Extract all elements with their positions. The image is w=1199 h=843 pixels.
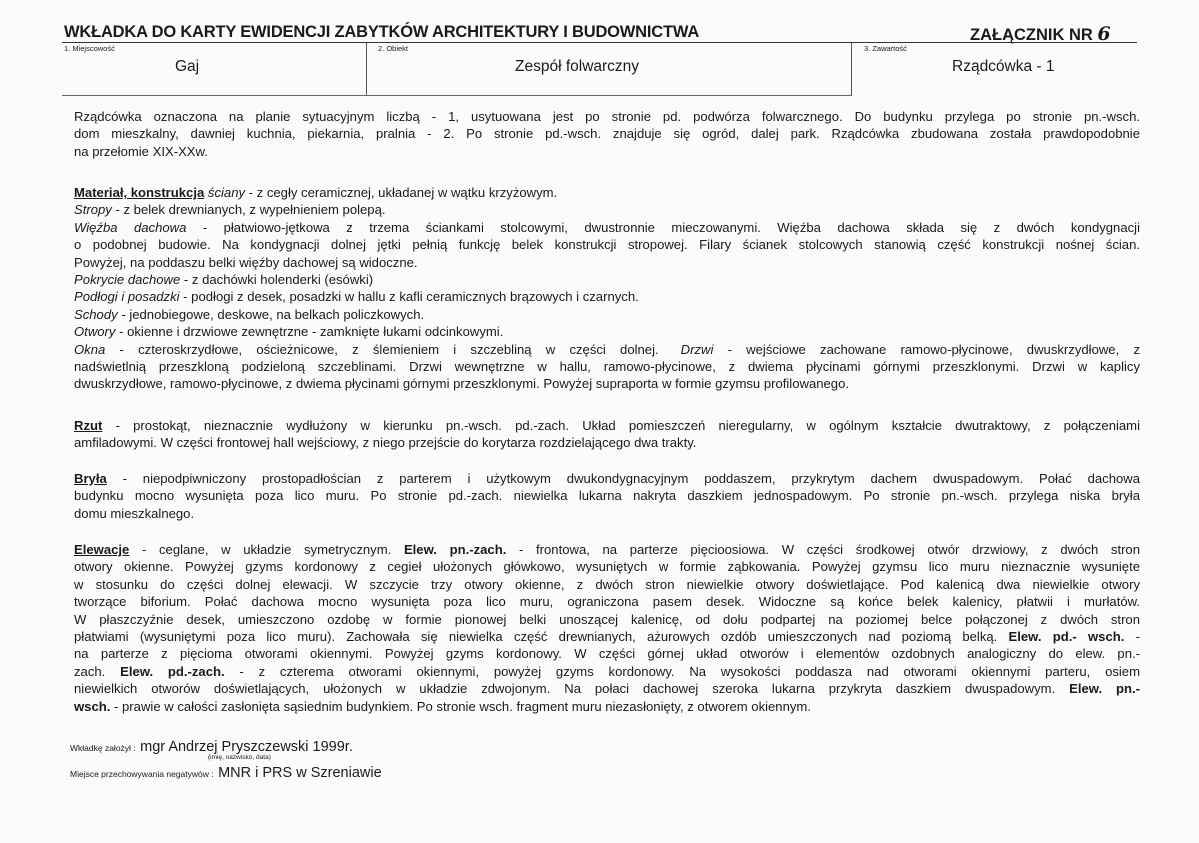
text-line: na przełomie XIX-XXw. <box>74 143 208 159</box>
term-text: - wejściowe zachowane ramowo-płycinowe, dwuskrzydłowe, z <box>713 341 1140 357</box>
text-run: - ceglane, w układzie symetrycznym. <box>129 542 404 557</box>
text-line: dwuskrzydłowe, ramowo-płycinowe, z dwiema płycinami górnymi przeszklonymi. Powyżej supraporta w formie gzymsu profilowanego. <box>74 376 849 392</box>
term-text: - czteroskrzydłowe, ościeżnicowe, z ślemieniem i szczebliną w części dolnej. <box>105 341 659 357</box>
bryla-section <box>74 470 1140 522</box>
text-line <box>74 201 1140 218</box>
heading-text: - niepodpiwniczony prostopadłościan z parterem i użytkowym dwukondygnacyjnym poddaszem, przykrytym dachem dwuspadowym. Połać dachowa <box>106 471 1140 486</box>
heading-text: - prostokąt, nieznacznie wydłużony w kierunku pn.-wsch. pd.-zach. Układ pomieszczeń nieregularny, w ogólnym kształcie dwutraktowy, z połączeniami <box>102 418 1140 433</box>
field-divider <box>851 43 852 95</box>
text-line: dom mieszkalny, dawniej kuchnia, piekarnia, pralnia - 2. Po stronie pd.-wsch. znajduje się ogród, dalej park. Rządcówka zbudowana została prawdopodobnie <box>74 126 1140 142</box>
term: Pokrycie dachowe <box>74 272 181 288</box>
text-run: - <box>1124 629 1140 645</box>
term-text: - z belek drewnianych, z wypełnieniem polepą. <box>111 202 386 218</box>
storage-row <box>70 764 382 782</box>
text-line: tworzące biforium. Połać dachowa mocno wysunięta poza lico muru, ograniczona pasem desek. Widoczne są końce belek kalenicy, płatwii i murłatów. <box>74 594 1140 610</box>
text-run: - prawie w całości zasłonięta sąsiednim budynkiem. Po stronie wsch. fragment muru niezasłonięty, z otworem okiennym. <box>110 698 811 714</box>
storage-label: Miejsce przechowywania negatywów : <box>70 769 214 779</box>
text-line <box>74 417 1140 434</box>
elevation-label: Elew. pd.- wsch. <box>1008 629 1125 645</box>
author-hint: (imię, nazwisko, data) <box>208 754 271 761</box>
object-value: Zespół folwarczny <box>515 58 640 75</box>
term: Okna <box>74 341 106 357</box>
section-heading: Bryła <box>74 471 107 486</box>
intro-paragraph <box>74 108 1140 160</box>
place-value: Gaj <box>175 58 200 75</box>
elevation-label: wsch. <box>74 698 111 714</box>
elevation-label: Elew. pn.-zach. <box>403 542 507 557</box>
text-line <box>74 470 1140 487</box>
term: Podłogi i posadzki <box>74 289 180 305</box>
term-text: - płatwiowo-jętkowa z trzema ściankami stolcowymi, dwustronnie mieczowanymi. Więźba dachowa składa się z dwóch kondygnacji <box>186 219 1140 235</box>
text-line: domu mieszkalnego. <box>74 505 195 521</box>
text-line <box>74 184 1140 201</box>
storage-value: MNR i PRS w Szreniawie <box>218 765 382 781</box>
annex-number: 6 <box>1097 23 1111 45</box>
text-line: amfiladowymi. W części frontowej hall wejściowy, z niego przejście do korytarza rozdzielającego dwa trakty. <box>74 435 697 451</box>
text-line <box>74 541 1140 558</box>
text-line <box>74 323 1140 340</box>
term: Stropy <box>74 202 112 218</box>
elewacje-section <box>74 541 1140 715</box>
term: Otwory <box>74 324 116 340</box>
text-run: niewielkich otworów doświetlających, ułożonych w układzie zdwojonym. Na połaci dachowej szeroka lukarna przykryta daszkiem dwuspadowym. <box>74 681 1056 697</box>
text-line <box>74 698 1140 715</box>
content-label: 3. Zawartość <box>864 44 907 53</box>
term: Schody <box>74 306 118 322</box>
field-divider <box>366 43 367 95</box>
text-line: Powyżej, na poddaszu belki więźby dachowej są widoczne. <box>74 254 418 270</box>
text-line <box>74 628 1140 645</box>
text-run: zach. <box>74 663 121 679</box>
section-heading: Elewacje <box>74 542 130 557</box>
text-run: płatwiami (wysuniętymi poza lico muru). Zachowała się niewielka część drewnianych, ażurowych ozdób umieszczonych nad poziomą belką. <box>74 629 1009 645</box>
text-line <box>74 288 1140 305</box>
text-line <box>74 271 1140 288</box>
section-heading: Rzut <box>74 418 103 433</box>
text-line <box>74 306 1140 323</box>
term-text: - jednobiegowe, deskowe, na belkach policzkowych. <box>117 306 425 322</box>
term-text: - z dachówki holenderki (esówki) <box>180 272 374 288</box>
text-line: otwory okienne. Powyżej gzyms kordonowy z cegieł ułożonych główkowo, wysuniętych w formie ząbkowania. Powyżej gzymsu lico muru nieznacznie wysunięte <box>74 559 1140 575</box>
section-heading: Materiał, konstrukcja <box>74 185 205 200</box>
rzut-section <box>74 417 1140 452</box>
text-line <box>74 341 1140 358</box>
term: Drzwi <box>680 341 714 357</box>
text-line <box>74 680 1140 697</box>
text-line: W płaszczyźnie desek, umieszczono ozdobę w formie pionowej belki unoszącej kalenicę, od dołu podpartej na poziomej belce połączonej z dwóch stron <box>74 611 1140 627</box>
content-value: Rządcówka - 1 <box>952 58 1055 75</box>
text-run: - z czterema otworami okiennymi, powyżej gzyms kordonowy. Na wysokości poddasza nad otworami okiennymi parteru, osiem <box>224 663 1141 679</box>
text-line: Rządcówka oznaczona na planie sytuacyjnym liczbą - 1, usytuowana jest po stronie pd. podwórza folwarcznego. Do budynku przylega po stronie pn.-wsch. <box>74 109 1140 124</box>
fields-rule <box>62 95 852 96</box>
text-line: o podobnej budowie. Na kondygnacji dolnej jętki pełnią funkcję belek konstrukcji stropowej. Filary ścianek stolcowych stanowią część konstrukcji nośnej ścian. <box>74 237 1140 253</box>
text-line: budynku mocno wysunięta poza lico muru. Po stronie pd.-zach. niewielka lukarna nakryta daszkiem jednospadowym. Po stronie pn.-wsch. przylega niska bryła <box>74 488 1140 504</box>
term-text: - okienne i drzwiowe zewnętrzne - zamknięte łukami odcinkowymi. <box>115 324 504 340</box>
place-label: 1. Miejscowość <box>64 44 115 53</box>
term: Więźba dachowa <box>74 219 187 235</box>
text-run: - frontowa, na parterze pięcioosiowa. W części środkowej otwór drzwiowy, z dwóch stron <box>506 542 1141 557</box>
author-label: Wkładkę założył : <box>70 743 136 753</box>
text-line: nadświetlnią przeszkloną podzieloną szczeblinami. Drzwi wewnętrzne w hallu, ramowo-płycinowe, z dwiema płycinami górnymi przeszklonymi. Drzwi w kaplicy <box>74 359 1140 375</box>
annex-text: ZAŁĄCZNIK NR <box>970 26 1093 44</box>
elevation-label: Elew. pd.-zach. <box>120 663 225 679</box>
card-title: WKŁADKA DO KARTY EWIDENCJI ZABYTKÓW ARCHITEKTURY I BUDOWNICTWA <box>64 23 700 41</box>
header-rule <box>62 42 1137 43</box>
text-line <box>74 219 1140 236</box>
author-value: mgr Andrzej Pryszczewski 1999r. <box>140 739 353 755</box>
text-line: na parterze z pięcioma otworami okiennymi. Powyżej gzyms kordonowy. W części górnej układ otworów i elementów ozdobnych analogiczny do elew. pn.- <box>74 646 1140 662</box>
material-section <box>74 184 1140 393</box>
term: ściany <box>207 185 246 200</box>
text-line: w stosunku do części dolnej elewacji. W szczycie trzy otwory okienne, z dwóch stron niewielkie otwory doświetlające. Pod kalenicą dwa niewielkie otwory <box>74 576 1140 592</box>
elevation-label: Elew. pn.- <box>1069 681 1141 697</box>
term-text: - podłogi z desek, posadzki w hallu z kafli ceramicznych brązowych i czarnych. <box>179 289 639 305</box>
term-text: - z cegły ceramicznej, układanej w wątku krzyżowym. <box>245 185 558 200</box>
text-line <box>74 663 1140 680</box>
object-label: 2. Obiekt <box>378 44 409 53</box>
